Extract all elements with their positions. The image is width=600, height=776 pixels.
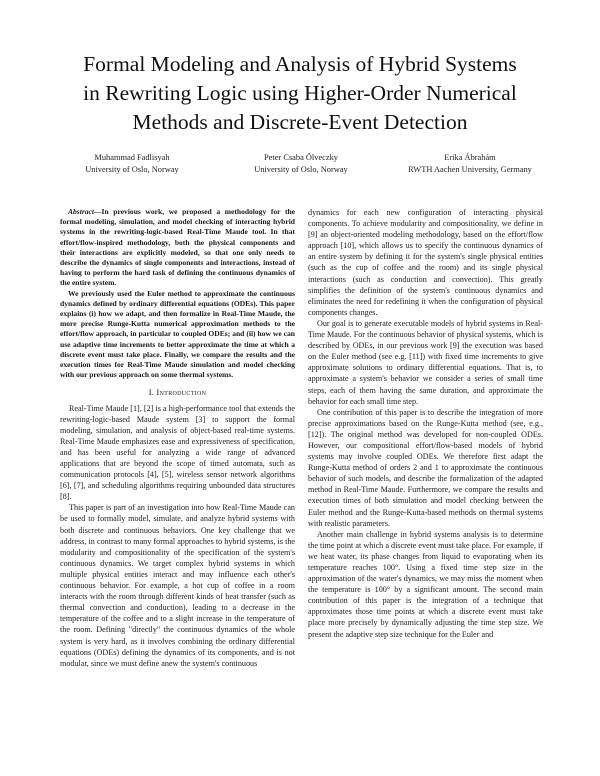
body-paragraph: Our goal is to generate executable models of hybrid systems in Real-Time Maude. For the continuous behavior of physical systems, which is described by ODEs, in our previous work [9] the execution was based on the Euler method (see e.g. [11]) with fixed time increments to give approximate solutions to ordinary differential equations. That is, to approximate a system's behavior we consider a series of small time steps, each of them having the same duration, and approximate the behavior for each small time step. [308,318,543,406]
author-name: Erika Ábrahám [444,153,496,162]
author-affiliation: University of Oslo, Norway [85,165,179,174]
author-affiliation: University of Oslo, Norway [254,165,348,174]
left-column [60,207,295,669]
body-paragraph: Real-Time Maude [1], [2] is a high-performance tool that extends the rewriting-logic-based Maude system [3] to support the formal modeling, simulation, and analysis of object-based real-time systems. Real-Time Maude emphasizes ease and expressiveness of specification, and has been useful for analyzing a wide range of advanced applications that are beyond the scope of timed automata, such as communication protocols [4], [5], wireless sensor network algorithms [6], [7], and scheduling algorithms requiring unbounded data structures [8]. [60,403,295,502]
right-column [308,207,543,640]
body-paragraph: dynamics for each new configuration of interacting physical components. To achieve modularity and compositionality, we define in [9] an object-oriented modeling methodology, based on the effort/flow approach [10], which allows us to specify the continuous dynamics of an entire system by defining it for the system's single physical entities (such as the cup of coffee and the room) and its single physical interactions (such as conduction and convection). This greatly simplifies the definition of the system's continuous dynamics and eliminates the need for redefining it when the configuration of physical components changes. [308,208,543,317]
author [370,152,570,176]
section-heading: I. Introduction [148,388,207,398]
abstract-dash: — [94,207,102,216]
author-affiliation: RWTH Aachen University, Germany [408,165,532,174]
abstract-label: Abstract [68,207,94,216]
title-line: Methods and Discrete-Event Detection [132,110,468,134]
abstract-text: In previous work, we proposed a methodology for the formal modeling, simulation, and model checking of interacting hybrid systems in the rewriting-logic-based Real-Time Maude tool. In that effort/flow-inspired methodology, both the physical components and their interactions are explicitly modeled, so that one only needs to describe the dynamics of single components and interactions, instead of having to perform the hard task of defining the continuous dynamics of the entire system. [60,207,295,288]
title-line: Formal Modeling and Analysis of Hybrid Systems [83,52,517,76]
paper-title [20,50,580,137]
body-paragraph: Another main challenge in hybrid systems analysis is to determine the time point at which a discrete event must take place. For example, if we heat water, its phase changes from liquid to evaporating when its temperature reaches 100°. Using a fixed time step size in the approximation of the water's dynamics, we may miss the moment when the temperature is 100° by a significant amount. The second main contribution of this paper is the integration of a technique that approximates those time points at which a discrete event must take place more precisely by dynamically adjusting the time step size. We present the adaptive step size technique for the Euler and [308,529,543,639]
body-paragraph: This paper is part of an investigation into how Real-Time Maude can be used to formally model, simulate, and analyze hybrid systems with both discrete and continuous behaviors. One key challenge that we address, in contrast to many formal approaches to hybrid systems, is the modularity and compositionality of the specification of the system's continuous dynamics. We target complex hybrid systems in which multiple physical entities interact and may influence each other's continuous behavior. For example, a hot cup of coffee in a room interacts with the room through different kinds of heat transfer (such as thermal convection and conduction), leading to a decrease in the temperature of the coffee and to a slight increase in the temperature of the room. Defining "directly" the continuous dynamics of the whole system is very hard, as it involves combining the ordinary differential equations (ODEs) defining the dynamics of its components, and is not modular, since we must define anew the system's continuous [60,503,295,668]
body-paragraph: One contribution of this paper is to describe the integration of more precise approximations based on the Runge-Kutta method (see, e.g., [12]). The original method was developed for non-coupled ODEs. However, our compositional effort/flow-based models of hybrid systems may involve coupled ODEs. We therefore first adapt the Runge-Kutta method of orders 2 and 1 to approximate the continuous behavior of such models, and describe the formalization of the adapted method in Real-Time Maude. Furthermore, we compare the results and execution times of both simulation and model checking between the Euler method and the Runge-Kutta-based methods on thermal systems with realistic parameters. [308,407,543,528]
author-name: Muhammad Fadlisyah [94,153,170,162]
author-name: Peter Csaba Ölveczky [264,153,338,162]
title-line: in Rewriting Logic using Higher-Order Numerical [83,81,517,105]
abstract [60,207,295,289]
abstract-paragraph-2: We previously used the Euler method to approximate the continuous dynamics defined by ordinary differential equations (ODEs). This paper explains (i) how we adapt, and then formalize in Real-Time Maude, the more precise Runge-Kutta numerical approximation methods to the effort/flow approach, in particular to coupled ODEs; and (ii) how we can use adaptive time increments to better approximate the time at which a discrete event must take place. Finally, we compare the results and the execution times for Real-Time Maude simulation and model checking with our previous approach on some thermal systems. [60,288,295,380]
